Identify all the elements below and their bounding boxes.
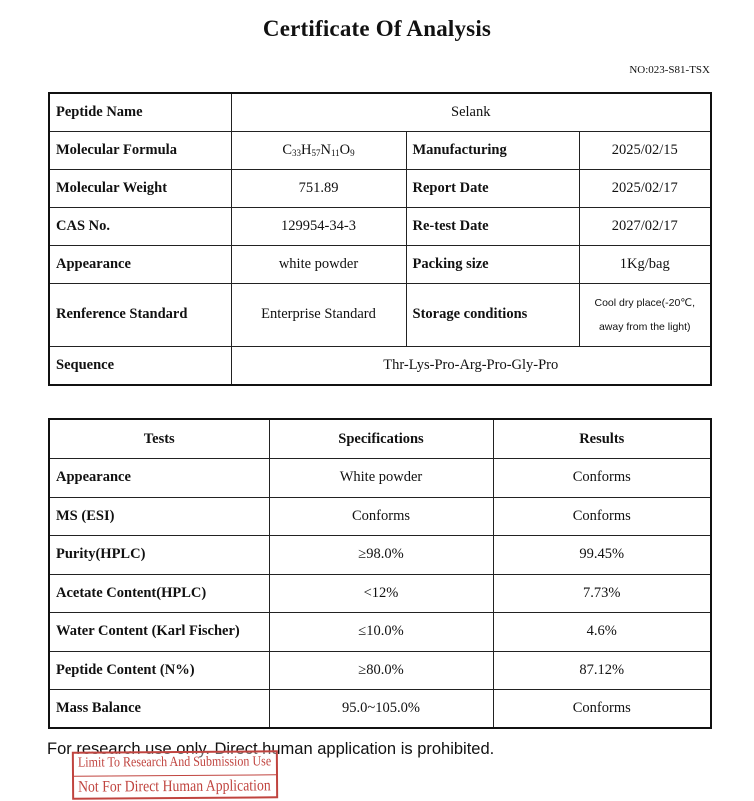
info-row-formula: [49, 131, 711, 169]
test-name: Mass Balance: [49, 690, 269, 729]
storage-conditions-label: Storage conditions: [406, 283, 579, 346]
test-row: [49, 497, 711, 536]
test-row: [49, 613, 711, 652]
report-date-label: Report Date: [406, 169, 579, 207]
peptide-name-label: Peptide Name: [49, 93, 231, 131]
formula-n-count: 11: [330, 147, 340, 158]
document-title: Certificate Of Analysis: [262, 16, 492, 41]
test-result: Conforms: [493, 497, 711, 536]
research-use-note: For research use only. Direct human application is prohibited.: [47, 740, 495, 758]
test-specification: Conforms: [269, 497, 493, 536]
test-result: 7.73%: [493, 574, 711, 613]
test-specification: <12%: [269, 574, 493, 613]
appearance-value: white powder: [231, 245, 406, 283]
info-row-reference: [49, 283, 711, 346]
packing-size-value: 1Kg/bag: [579, 245, 711, 283]
formula-c-count: 33: [292, 147, 302, 158]
tests-header-row: [49, 419, 711, 459]
test-row: [49, 574, 711, 613]
test-result: 4.6%: [493, 613, 711, 652]
test-name: Purity(HPLC): [49, 536, 269, 575]
packing-size-label: Packing size: [406, 245, 579, 283]
results-header: Results: [493, 419, 711, 459]
test-specification: White powder: [269, 459, 493, 498]
peptide-name-value: Selank: [231, 93, 711, 131]
test-name: Acetate Content(HPLC): [49, 574, 269, 613]
tests-table: [48, 418, 712, 729]
stamp-divider: [74, 774, 276, 776]
sequence-label: Sequence: [49, 346, 231, 385]
test-specification: ≤10.0%: [269, 613, 493, 652]
product-info-table: [48, 92, 712, 386]
molecular-weight-label: Molecular Weight: [49, 169, 231, 207]
storage-conditions-value: [579, 283, 711, 346]
info-row-peptide-name: [49, 93, 711, 131]
retest-date-label: Re-test Date: [406, 207, 579, 245]
reference-standard-value: Enterprise Standard: [231, 283, 406, 346]
test-specification: 95.0~105.0%: [269, 690, 493, 729]
test-result: Conforms: [493, 690, 711, 729]
report-date-value: 2025/02/17: [579, 169, 711, 207]
test-row: [49, 690, 711, 729]
formula-h-count: 57: [311, 147, 321, 158]
test-name: Water Content (Karl Fischer): [49, 613, 269, 652]
molecular-formula-label: Molecular Formula: [49, 131, 231, 169]
restriction-stamp: [72, 750, 278, 799]
test-row: [49, 651, 711, 690]
info-row-sequence: [49, 346, 711, 385]
test-name: Appearance: [49, 459, 269, 498]
test-name: Peptide Content (N%): [49, 651, 269, 690]
reference-standard-label: Renference Standard: [49, 283, 231, 346]
test-result: 99.45%: [493, 536, 711, 575]
info-row-appearance: [49, 245, 711, 283]
stamp-line-2: Not For Direct Human Application: [78, 777, 271, 796]
test-specification: ≥98.0%: [269, 536, 493, 575]
test-name: MS (ESI): [49, 497, 269, 536]
appearance-label: Appearance: [49, 245, 231, 283]
info-row-weight: [49, 169, 711, 207]
formula-o-count: 9: [350, 147, 355, 158]
manufacturing-value: 2025/02/15: [579, 131, 711, 169]
test-row: [49, 536, 711, 575]
cas-value: 129954-34-3: [231, 207, 406, 245]
molecular-formula-value: $C_{33}H_{57}N_{11}O_9$: [231, 131, 406, 169]
tests-header: Tests: [49, 419, 269, 459]
storage-line-2: away from the light): [598, 320, 691, 333]
storage-line-1: Cool dry place(-20℃,: [594, 296, 695, 309]
test-specification: ≥80.0%: [269, 651, 493, 690]
retest-date-value: 2027/02/17: [579, 207, 711, 245]
specifications-header: Specifications: [269, 419, 493, 459]
test-row: [49, 459, 711, 498]
molecular-weight-value: 751.89: [231, 169, 406, 207]
info-row-cas: [49, 207, 711, 245]
test-result: 87.12%: [493, 651, 711, 690]
stamp-line-1: Limit To Research And Submission Use: [77, 754, 272, 771]
sequence-value: Thr-Lys-Pro-Arg-Pro-Gly-Pro: [231, 346, 711, 385]
manufacturing-label: Manufacturing: [406, 131, 579, 169]
test-result: Conforms: [493, 459, 711, 498]
cas-label: CAS No.: [49, 207, 231, 245]
document-number: NO:023-S81-TSX: [629, 64, 710, 76]
